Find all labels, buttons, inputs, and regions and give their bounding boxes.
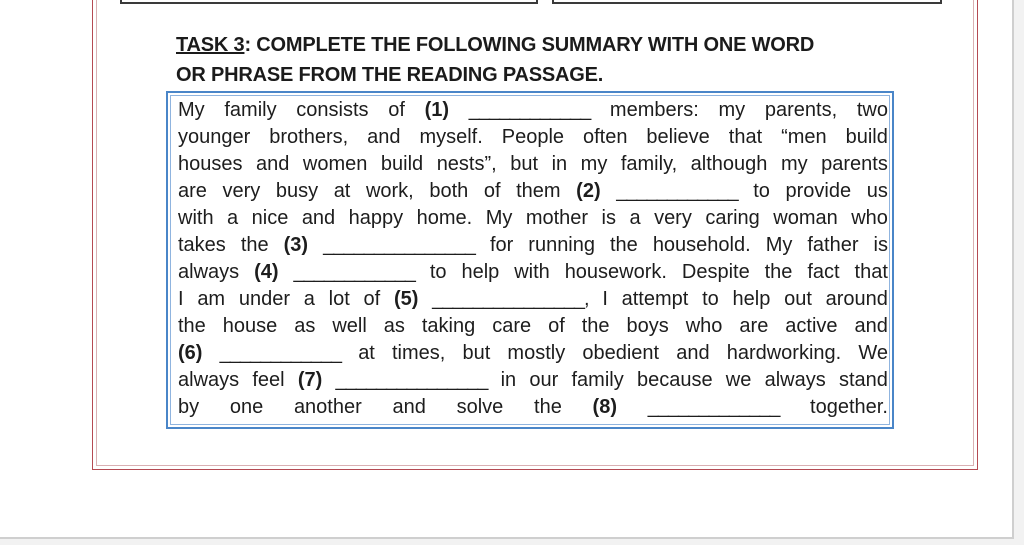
question-number: (3) [283, 234, 309, 256]
word: and [392, 396, 426, 418]
word: myself. [419, 126, 483, 148]
word: both [429, 180, 469, 202]
word: build [845, 126, 888, 148]
word: the [534, 396, 562, 418]
word: work, [365, 180, 414, 202]
word: taking [421, 315, 476, 337]
word: parents, [764, 99, 838, 121]
answer-blank: _______________ [323, 234, 475, 256]
word: the [610, 234, 638, 256]
task-heading-line2: OR PHRASE FROM THE READING PASSAGE. [176, 64, 604, 86]
word: very [222, 180, 261, 202]
word: are [739, 315, 769, 337]
word: with [514, 261, 550, 283]
word: we [725, 369, 752, 391]
word: always [764, 369, 826, 391]
word: although [690, 153, 768, 175]
word: in [551, 153, 568, 175]
word: happy [348, 207, 404, 229]
word: as [294, 315, 316, 337]
word: at [333, 180, 351, 202]
word: family, [620, 153, 678, 175]
word: but [510, 153, 539, 175]
word: attempt [621, 288, 689, 310]
word: takes [178, 234, 226, 256]
word: a [303, 288, 315, 310]
word: but [462, 342, 491, 364]
summary-line [178, 286, 888, 313]
word: my [780, 153, 808, 175]
word: houses [178, 153, 243, 175]
word: in [500, 369, 517, 391]
word: by [178, 396, 200, 418]
word: believe [646, 126, 710, 148]
summary-line [178, 394, 888, 421]
summary-line [178, 178, 888, 205]
word: We [858, 342, 888, 364]
question-number: (7) [297, 369, 323, 391]
word: woman [773, 207, 838, 229]
summary-line [178, 313, 888, 340]
word: a [227, 207, 239, 229]
word: and [676, 342, 710, 364]
word: I [602, 288, 608, 310]
word: nests”, [436, 153, 497, 175]
task-heading-line1: : COMPLETE THE FOLLOWING SUMMARY WITH ONE WORD [244, 34, 815, 56]
task-heading [176, 30, 896, 90]
summary-line [178, 340, 888, 367]
question-number: (1) [424, 99, 450, 121]
word: fact [807, 261, 840, 283]
word: active [785, 315, 838, 337]
word: that [728, 126, 763, 148]
word: provide [785, 180, 852, 202]
word: boys [626, 315, 669, 337]
word: stand [838, 369, 888, 391]
word: women [302, 153, 368, 175]
word: My [765, 234, 793, 256]
question-number: (2) [576, 180, 601, 202]
answer-blank: _____________ [647, 396, 780, 418]
word: another [293, 396, 362, 418]
word: household. [652, 234, 751, 256]
word: for [489, 234, 514, 256]
word: with [178, 207, 214, 229]
word: lot [328, 288, 350, 310]
task-label: TASK 3 [176, 34, 245, 56]
word: always [178, 369, 240, 391]
word: I [178, 288, 184, 310]
word: the [764, 261, 793, 283]
word: nice [251, 207, 289, 229]
word: to [702, 288, 719, 310]
summary-line [178, 259, 888, 286]
word: very [654, 207, 692, 229]
word: the [240, 234, 269, 256]
summary-line [178, 205, 888, 232]
word: always [178, 261, 240, 283]
word: to [753, 180, 770, 202]
question-number: (6) [178, 342, 203, 364]
word: mother [525, 207, 589, 229]
word: well [332, 315, 367, 337]
word: housework. [564, 261, 667, 283]
word: and [367, 126, 401, 148]
word: father [807, 234, 859, 256]
word: help [732, 288, 771, 310]
word: obedient [582, 342, 660, 364]
question-number: (8) [592, 396, 617, 418]
word: home. [416, 207, 473, 229]
summary-line [178, 367, 888, 394]
word: who [685, 315, 723, 337]
word: as [383, 315, 405, 337]
word: are [178, 180, 207, 202]
answer-blank: ____________ [616, 180, 738, 202]
word: of [363, 288, 381, 310]
answer-blank: _______________, [432, 288, 589, 310]
question-number: (4) [254, 261, 279, 283]
summary-line [178, 97, 888, 124]
word: “men [781, 126, 827, 148]
word: consists [296, 99, 369, 121]
word: running [528, 234, 595, 256]
word: parents [821, 153, 888, 175]
answer-blank: ____________ [219, 342, 342, 364]
word: of [548, 315, 565, 337]
word: help [461, 261, 500, 283]
word: care [492, 315, 532, 337]
word: who [851, 207, 888, 229]
summary-line [178, 232, 888, 259]
word: out [784, 288, 812, 310]
word: caring [705, 207, 760, 229]
summary-line [178, 124, 888, 151]
word: brothers, [269, 126, 349, 148]
word: one [229, 396, 264, 418]
word: hardworking. [726, 342, 842, 364]
word: and [854, 315, 888, 337]
word: busy [275, 180, 319, 202]
word: the [581, 315, 610, 337]
word: is [873, 234, 888, 256]
summary-line [178, 151, 888, 178]
word: around [825, 288, 888, 310]
word: us [866, 180, 888, 202]
word: younger [178, 126, 251, 148]
word: feel [252, 369, 285, 391]
word: of [483, 180, 501, 202]
word: together. [810, 396, 888, 418]
word: to [429, 261, 447, 283]
word: members: [609, 99, 699, 121]
answer-blank: ____________ [293, 261, 415, 283]
word: family [571, 369, 624, 391]
word: house [222, 315, 278, 337]
word: them [516, 180, 561, 202]
word: my [580, 153, 608, 175]
word: often [582, 126, 628, 148]
word: Despite [681, 261, 750, 283]
word: a [629, 207, 641, 229]
word: My [178, 99, 205, 121]
word: the [178, 315, 206, 337]
summary-text [178, 97, 888, 421]
word: and [256, 153, 290, 175]
answer-blank: ____________ [468, 99, 591, 121]
word: My [485, 207, 513, 229]
word: because [636, 369, 713, 391]
word: am [197, 288, 226, 310]
word: our [529, 369, 559, 391]
word: mostly [507, 342, 566, 364]
question-number: (5) [393, 288, 419, 310]
word: at [358, 342, 375, 364]
word: build [380, 153, 424, 175]
word: under [238, 288, 291, 310]
word: that [854, 261, 888, 283]
word: my [718, 99, 746, 121]
answer-blank: _______________ [335, 369, 488, 391]
word: solve [456, 396, 504, 418]
word: of [388, 99, 405, 121]
word: family [224, 99, 277, 121]
word: People [501, 126, 565, 148]
word: times, [392, 342, 446, 364]
word: and [301, 207, 336, 229]
word: two [856, 99, 888, 121]
word: is [601, 207, 616, 229]
